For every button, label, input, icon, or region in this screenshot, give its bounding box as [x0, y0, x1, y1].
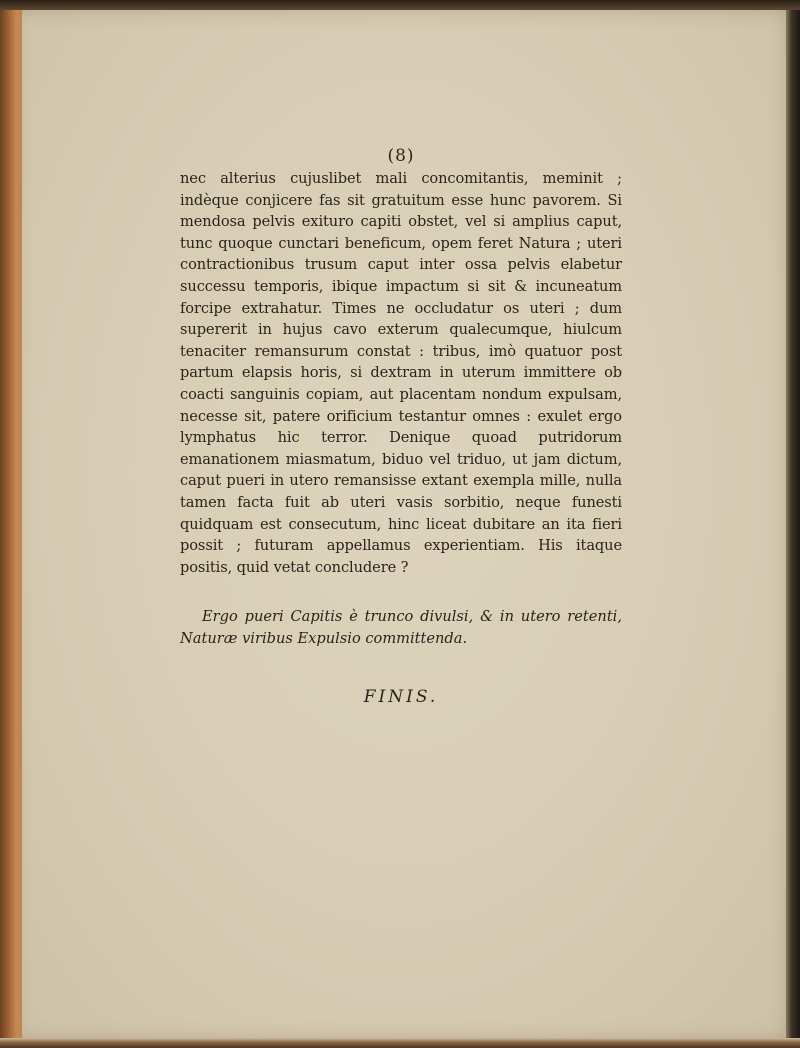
page-right-edge — [786, 0, 800, 1048]
conclusion-statement: Ergo pueri Capitis è trunco divulsi, & in utero retenti, Naturæ viribus Expulsio committenda. — [180, 608, 622, 647]
book-spine-edge — [0, 0, 22, 1048]
text-block — [180, 146, 622, 707]
body-paragraph: nec alterius cujuslibet mali concomitantis, meminit ; indèque conjicere fas sit gratuitum esse hunc pavorem. Si mendosa pelvis exituro capiti obstet, vel si amplius caput, tunc quoque cunctari beneficum, opem feret Natura ; uteri contractionibus trusum caput inter ossa pelvis elabetur successu temporis, ibique impactum si sit & incuneatum forcipe extrahatur. Times ne occludatur os uteri ; dum supererit in hujus cavo exterum qualecumque, hiulcum tenaciter remansurum constat : tribus, imò quatuor post partum elapsis horis, si dextram in uterum immittere ob coacti sanguinis copiam, aut placentam nondum expulsam, necesse sit, patere orificium testantur omnes : exulet ergo lymphatus hic terror. Denique quoad putridorum emanationem miasmatum, biduo vel triduo, ut jam dictum, caput pueri in utero remansisse extant exempla mille, nulla tamen facta fuit ab uteri vasis sorbitio, neque funesti quidquam est consecutum, hinc liceat dubitare an ita fieri possit ; futuram appellamus experientiam. His itaque positis, quid vetat concludere ? — [180, 170, 622, 576]
page-top-edge — [0, 0, 800, 10]
page-number: (8) — [387, 146, 415, 166]
page-bottom-edge — [0, 1038, 800, 1048]
finis-heading: FINIS. — [363, 687, 439, 708]
